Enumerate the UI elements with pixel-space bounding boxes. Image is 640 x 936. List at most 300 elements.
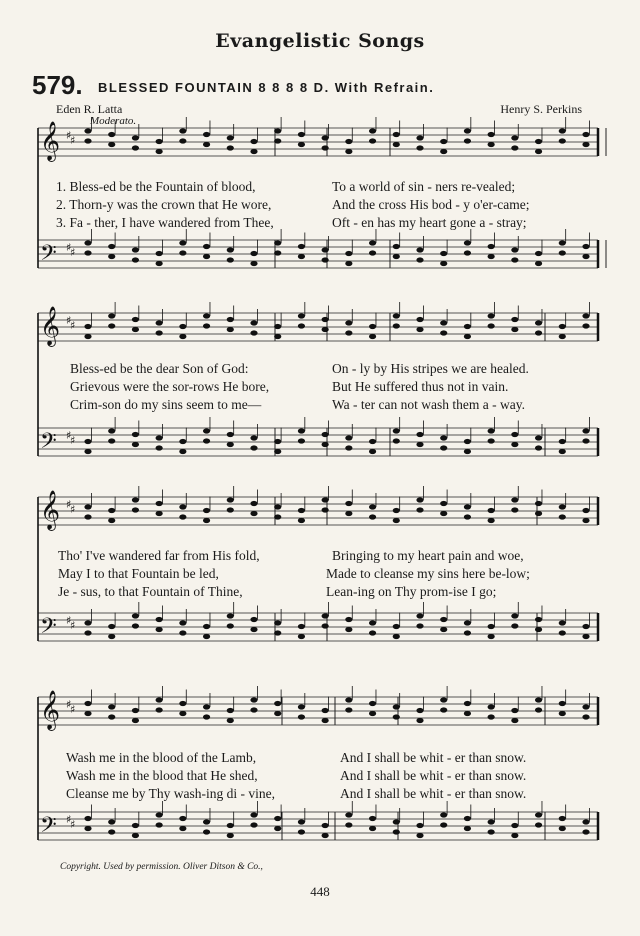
note-head [179, 816, 186, 821]
lyric-line: And the cross His bod - y o'er-came; [332, 197, 530, 212]
section-title: Evangelistic Songs [215, 30, 425, 52]
sharp-sign: ♯ [70, 434, 76, 447]
note-head [132, 317, 139, 322]
note-head [559, 826, 566, 831]
note-head [132, 613, 139, 618]
note-head [393, 714, 400, 719]
note-head [298, 132, 305, 137]
note-head [179, 504, 186, 509]
note-head [488, 819, 495, 824]
sharp-sign: ♯ [66, 314, 72, 327]
note-head [369, 504, 376, 509]
note-head [535, 511, 542, 516]
note-head [250, 320, 257, 325]
note-head [511, 317, 518, 322]
note-head [393, 142, 400, 147]
note-head [227, 613, 234, 618]
note-head [416, 135, 423, 140]
note-head [488, 323, 495, 328]
note-head [274, 514, 281, 519]
note-head [440, 697, 447, 702]
note-head [393, 508, 400, 513]
note-head [274, 439, 281, 444]
note-head [227, 823, 234, 828]
lyric-line: Cleanse me by Thy wash-ing di - vine, [66, 786, 275, 801]
note-head [203, 254, 210, 259]
note-head [369, 334, 376, 339]
note-head [298, 438, 305, 443]
note-head [298, 313, 305, 318]
note-head [250, 330, 257, 335]
note-head [298, 323, 305, 328]
note-head [345, 435, 352, 440]
note-head [84, 701, 91, 706]
note-head [274, 324, 281, 329]
note-head [440, 139, 447, 144]
note-head [84, 711, 91, 716]
note-head [369, 711, 376, 716]
note-head [179, 439, 186, 444]
note-head [582, 428, 589, 433]
note-head [108, 323, 115, 328]
note-head [108, 714, 115, 719]
note-head [274, 240, 281, 245]
lyric-line: Oft - en has my heart gone a - stray; [332, 215, 527, 230]
note-head [416, 708, 423, 713]
note-head [322, 442, 329, 447]
note-head [108, 508, 115, 513]
note-head [369, 826, 376, 831]
note-head [203, 518, 210, 523]
note-head [559, 816, 566, 821]
note-head [464, 240, 471, 245]
note-head [440, 511, 447, 516]
note-head [227, 507, 234, 512]
lyric-line: And I shall be whit - er than snow. [340, 750, 527, 765]
note-head [298, 829, 305, 834]
lyric-line: Wa - ter can not wash them a - way. [332, 397, 525, 412]
note-head [535, 707, 542, 712]
note-head [156, 511, 163, 516]
note-head [345, 822, 352, 827]
note-head [559, 250, 566, 255]
note-head [416, 623, 423, 628]
note-head [464, 630, 471, 635]
note-head [322, 823, 329, 828]
note-head [84, 826, 91, 831]
note-head [227, 327, 234, 332]
sharp-sign: ♯ [66, 498, 72, 511]
sharp-sign: ♯ [70, 503, 76, 516]
note-head [464, 711, 471, 716]
note-head [559, 701, 566, 706]
note-head [511, 613, 518, 618]
treble-clef: 𝄞 [40, 690, 61, 730]
note-head [440, 822, 447, 827]
note-head [488, 244, 495, 249]
note-head [345, 707, 352, 712]
note-head [369, 514, 376, 519]
note-head [203, 829, 210, 834]
note-head [227, 497, 234, 502]
note-head [416, 145, 423, 150]
note-head [84, 240, 91, 245]
note-head [440, 627, 447, 632]
note-head [274, 630, 281, 635]
author: Eden R. Latta [56, 102, 123, 116]
note-head [582, 634, 589, 639]
note-head [322, 497, 329, 502]
note-head [416, 497, 423, 502]
note-head [511, 708, 518, 713]
note-head [274, 620, 281, 625]
note-head [179, 711, 186, 716]
note-head [582, 819, 589, 824]
note-head [203, 323, 210, 328]
note-head [84, 816, 91, 821]
treble-clef: 𝄞 [40, 490, 61, 530]
bass-clef: 𝄢 [40, 813, 57, 843]
note-head [511, 833, 518, 838]
note-head [250, 139, 257, 144]
note-head [108, 829, 115, 834]
note-head [535, 330, 542, 335]
note-head [203, 438, 210, 443]
note-head [393, 323, 400, 328]
note-head [464, 620, 471, 625]
note-head [298, 508, 305, 513]
note-head [511, 145, 518, 150]
note-head [559, 620, 566, 625]
note-head [108, 132, 115, 137]
note-head [416, 432, 423, 437]
note-head [156, 617, 163, 622]
note-head [179, 449, 186, 454]
note-head [464, 826, 471, 831]
note-head [464, 324, 471, 329]
lyric-line: Je - sus, to that Fountain of Thine, [58, 584, 243, 599]
note-head [369, 138, 376, 143]
note-head [274, 504, 281, 509]
note-head [535, 627, 542, 632]
note-head [156, 697, 163, 702]
treble-clef: 𝄞 [40, 121, 61, 161]
note-head [488, 132, 495, 137]
note-head [369, 439, 376, 444]
note-head [250, 822, 257, 827]
note-head [440, 330, 447, 335]
note-head [322, 507, 329, 512]
note-head [511, 442, 518, 447]
note-head [440, 261, 447, 266]
note-head [488, 634, 495, 639]
note-head [535, 320, 542, 325]
note-head [535, 812, 542, 817]
note-head [274, 816, 281, 821]
note-head [440, 251, 447, 256]
lyric-line: Bringing to my heart pain and woe, [332, 548, 524, 563]
note-head [298, 624, 305, 629]
note-head [369, 250, 376, 255]
note-head [488, 142, 495, 147]
note-head [369, 620, 376, 625]
note-head [582, 714, 589, 719]
note-head [535, 139, 542, 144]
note-head [559, 630, 566, 635]
note-head [250, 812, 257, 817]
note-head [156, 627, 163, 632]
note-head [393, 254, 400, 259]
note-head [156, 707, 163, 712]
note-head [274, 826, 281, 831]
note-head [132, 497, 139, 502]
note-head [345, 330, 352, 335]
note-head [132, 327, 139, 332]
note-head [179, 701, 186, 706]
note-head [535, 435, 542, 440]
note-head [132, 708, 139, 713]
note-head [345, 251, 352, 256]
note-head [416, 317, 423, 322]
note-head [345, 511, 352, 516]
note-head [179, 514, 186, 519]
note-head [369, 128, 376, 133]
sharp-sign: ♯ [66, 429, 72, 442]
lyric-line: Tho' I've wandered far from His fold, [58, 548, 260, 563]
note-head [132, 442, 139, 447]
note-head [132, 145, 139, 150]
note-head [582, 829, 589, 834]
note-head [156, 149, 163, 154]
note-head [250, 617, 257, 622]
note-head [464, 816, 471, 821]
note-head [108, 244, 115, 249]
note-head [132, 718, 139, 723]
note-head [156, 330, 163, 335]
note-head [84, 630, 91, 635]
note-head [250, 149, 257, 154]
note-head [511, 327, 518, 332]
note-head [108, 428, 115, 433]
note-head [345, 320, 352, 325]
note-head [393, 244, 400, 249]
note-head [511, 507, 518, 512]
note-head [108, 142, 115, 147]
note-head [156, 812, 163, 817]
note-head [250, 707, 257, 712]
note-head [179, 250, 186, 255]
note-head [132, 247, 139, 252]
note-head [582, 518, 589, 523]
note-head [369, 630, 376, 635]
note-head [582, 244, 589, 249]
note-head [416, 613, 423, 618]
note-head [250, 697, 257, 702]
sharp-sign: ♯ [70, 619, 76, 632]
note-head [298, 254, 305, 259]
note-head [250, 251, 257, 256]
note-head [179, 630, 186, 635]
note-head [84, 449, 91, 454]
note-head [179, 138, 186, 143]
note-head [369, 701, 376, 706]
note-head [84, 128, 91, 133]
note-head [274, 701, 281, 706]
note-head [393, 624, 400, 629]
note-head [227, 442, 234, 447]
note-head [559, 449, 566, 454]
note-head [250, 261, 257, 266]
note-head [108, 518, 115, 523]
note-head [322, 718, 329, 723]
note-head [535, 501, 542, 506]
note-head [203, 634, 210, 639]
note-head [582, 508, 589, 513]
lyric-line: 2. Thorn-y was the crown that He wore, [56, 197, 272, 212]
lyric-line: But He suffered thus not in vain. [332, 379, 509, 394]
note-head [250, 511, 257, 516]
note-head [393, 704, 400, 709]
note-head [559, 128, 566, 133]
note-head [227, 623, 234, 628]
note-head [416, 823, 423, 828]
note-head [132, 823, 139, 828]
note-head [132, 135, 139, 140]
note-head [511, 497, 518, 502]
note-head [132, 432, 139, 437]
note-head [559, 324, 566, 329]
note-head [345, 149, 352, 154]
lyric-line: Lean-ing on Thy prom-ise I go; [326, 584, 497, 599]
note-head [582, 142, 589, 147]
note-head [156, 435, 163, 440]
note-head [582, 323, 589, 328]
note-head [464, 128, 471, 133]
note-head [440, 320, 447, 325]
note-head [203, 313, 210, 318]
note-head [559, 240, 566, 245]
note-head [179, 128, 186, 133]
note-head [345, 812, 352, 817]
note-head [511, 247, 518, 252]
bass-clef: 𝄢 [40, 429, 57, 459]
note-head [84, 439, 91, 444]
note-head [179, 620, 186, 625]
note-head [369, 240, 376, 245]
note-head [440, 812, 447, 817]
note-head [322, 708, 329, 713]
note-head [535, 251, 542, 256]
note-head [298, 714, 305, 719]
sharp-sign: ♯ [66, 129, 72, 142]
note-head [322, 327, 329, 332]
note-head [535, 149, 542, 154]
note-head [559, 504, 566, 509]
note-head [559, 334, 566, 339]
note-head [298, 518, 305, 523]
lyric-line: Bless-ed be the dear Son of God: [70, 361, 249, 376]
note-head [84, 138, 91, 143]
note-head [179, 826, 186, 831]
sharp-sign: ♯ [70, 703, 76, 716]
note-head [488, 438, 495, 443]
note-head [132, 623, 139, 628]
note-head [440, 707, 447, 712]
note-head [511, 432, 518, 437]
note-head [582, 624, 589, 629]
note-head [440, 445, 447, 450]
note-head [108, 624, 115, 629]
note-head [464, 250, 471, 255]
note-head [298, 634, 305, 639]
note-head [203, 142, 210, 147]
composer: Henry S. Perkins [500, 102, 582, 116]
note-head [464, 514, 471, 519]
note-head [559, 439, 566, 444]
note-head [393, 313, 400, 318]
note-head [464, 449, 471, 454]
sharp-sign: ♯ [66, 614, 72, 627]
note-head [179, 240, 186, 245]
lyric-line: Wash me in the blood that He shed, [66, 768, 258, 783]
note-head [535, 617, 542, 622]
note-head [84, 514, 91, 519]
note-head [440, 149, 447, 154]
note-head [274, 334, 281, 339]
note-head [108, 313, 115, 318]
note-head [464, 701, 471, 706]
note-head [345, 139, 352, 144]
note-head [132, 833, 139, 838]
note-head [84, 250, 91, 255]
note-head [227, 432, 234, 437]
note-head [345, 697, 352, 702]
note-head [108, 634, 115, 639]
sharp-sign: ♯ [70, 319, 76, 332]
note-head [227, 317, 234, 322]
note-head [84, 620, 91, 625]
note-head [464, 334, 471, 339]
note-head [416, 247, 423, 252]
note-head [108, 704, 115, 709]
note-head [345, 261, 352, 266]
hymn-number: 579. [32, 70, 83, 100]
note-head [464, 504, 471, 509]
note-head [511, 623, 518, 628]
note-head [440, 617, 447, 622]
sharp-sign: ♯ [66, 813, 72, 826]
note-head [250, 445, 257, 450]
note-head [488, 714, 495, 719]
sharp-sign: ♯ [66, 698, 72, 711]
note-head [298, 142, 305, 147]
sharp-sign: ♯ [66, 241, 72, 254]
note-head [393, 132, 400, 137]
bass-clef: 𝄢 [40, 241, 57, 271]
note-head [488, 624, 495, 629]
note-head [250, 435, 257, 440]
bass-clef: 𝄢 [40, 614, 57, 644]
note-head [559, 138, 566, 143]
note-head [227, 135, 234, 140]
note-head [108, 819, 115, 824]
note-head [345, 617, 352, 622]
note-head [369, 816, 376, 821]
note-head [203, 704, 210, 709]
note-head [322, 135, 329, 140]
note-head [156, 320, 163, 325]
note-head [203, 624, 210, 629]
